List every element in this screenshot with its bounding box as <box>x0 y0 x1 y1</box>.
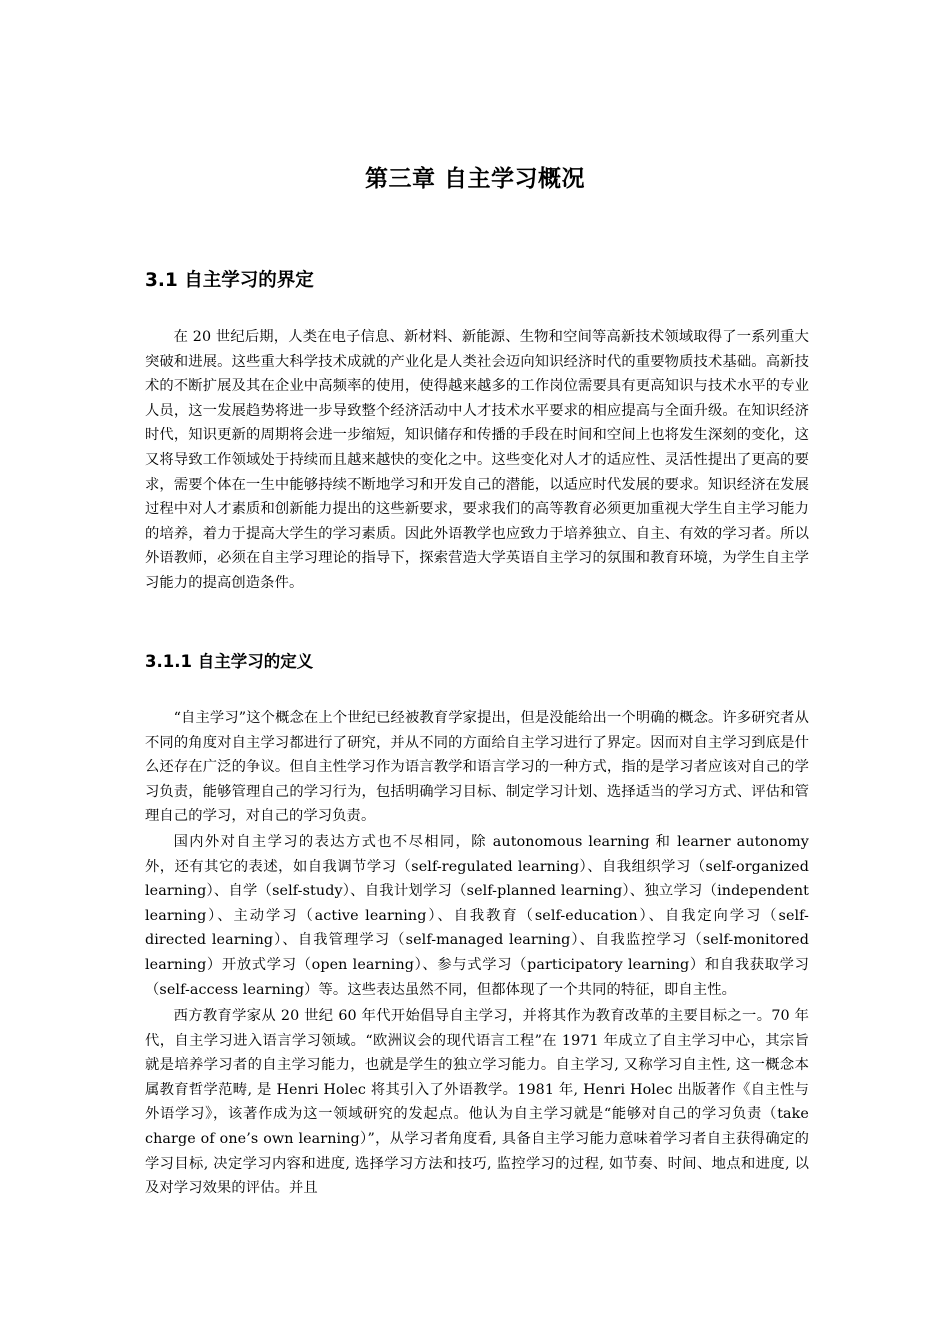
chapter-title: 第三章 自主学习概况 <box>364 166 585 192</box>
body-paragraph: 西方教育学家从 20 世纪 60 年代开始倡导自主学习，并将其作为教育改革的主要目标之一。70 年代，自主学习进入语言学习领域。“欧洲议会的现代语言工程”在 1971 年成立了自主学习中心，其宗旨就是培养学习者的自主学习能力，也就是学生的独立学习能力。自主学习, 又称学习自主性, 这一概念本属教育哲学范畴, 是 Henri Holec 将其引入了外语教学。1981 年, Henri Holec 出版著作《自主性与外语学习》，该著作成为这一领域研究的发起点。他认为自主学习就是“能够对自己的学习负责（take charge of one’s own learning）”，从学习者角度看, 具备自主学习能力意味着学习者自主获得确定的学习目标, 决定学习内容和进度, 选择学习方法和技巧, 监控学习的过程, 如节奏、时间、地点和进度, 以及对学习效果的评估。并且 <box>145 1008 809 1197</box>
subsection-heading: 3.1.1 自主学习的定义 <box>145 652 314 671</box>
section-heading: 3.1 自主学习的界定 <box>145 270 314 291</box>
body-paragraph: “自主学习”这个概念在上个世纪已经被教育学家提出，但是没能给出一个明确的概念。许多研究者从不同的角度对自主学习都进行了研究，并从不同的方面给自主学习进行了界定。因而对自主学习到底是什么还存在广泛的争议。但自主性学习作为语言教学和语言学习的一种方式，指的是学习者应该对自己的学习负责，能够管理自己的学习行为，包括明确学习目标、制定学习计划、选择适当的学习方式、评估和管理自己的学习，对自己的学习负责。 <box>145 710 809 825</box>
body-paragraph: 在 20 世纪后期，人类在电子信息、新材料、新能源、生物和空间等高新技术领域取得了一系列重大突破和进展。这些重大科学技术成就的产业化是人类社会迈向知识经济时代的重要物质技术基础。高新技术的不断扩展及其在企业中高频率的使用，使得越来越多的工作岗位需要具有更高知识与技术水平的专业人员，这一发展趋势将进一步导致整个经济活动中人才技术水平要求的相应提高与全面升级。在知识经济时代，知识更新的周期将会进一步缩短，知识储存和传播的手段在时间和空间上也将发生深刻的变化，这又将导致工作领域处于持续而且越来越快的变化之中。这些变化对人才的适应性、灵活性提出了更高的要求，需要个体在一生中能够持续不断地学习和开发自己的潜能，以适应时代发展的要求。知识经济在发展过程中对人才素质和创新能力提出的这些新要求，要求我们的高等教育必须更加重视大学生自主学习能力的培养，着力于提高大学生的学习素质。因此外语教学也应致力于培养独立、自主、有效的学习者。所以外语教师，必须在自主学习理论的指导下，探索营造大学英语自主学习的氛围和教育环境，为学生自主学习能力的提高创造条件。 <box>145 329 809 591</box>
body-paragraph: 国内外对自主学习的表达方式也不尽相同，除 autonomous learning 和 learner autonomy 外，还有其它的表述，如自我调节学习（self-regulated learning）、自我组织学习（self-organized learning）、自学（self-study）、自我计划学习（self-planned learning）、独立学习（independent learning）、主动学习（active learning）、自我教育（self-education）、自我定向学习（self-directed learning）、自我管理学习（self-managed learning）、自我监控学习（self-monitored learning）开放式学习（open learning）、参与式学习（participatory learning）和自我获取学习（self-access learning）等。这些表达虽然不同，但都体现了一个共同的特征，即自主性。 <box>145 834 809 998</box>
